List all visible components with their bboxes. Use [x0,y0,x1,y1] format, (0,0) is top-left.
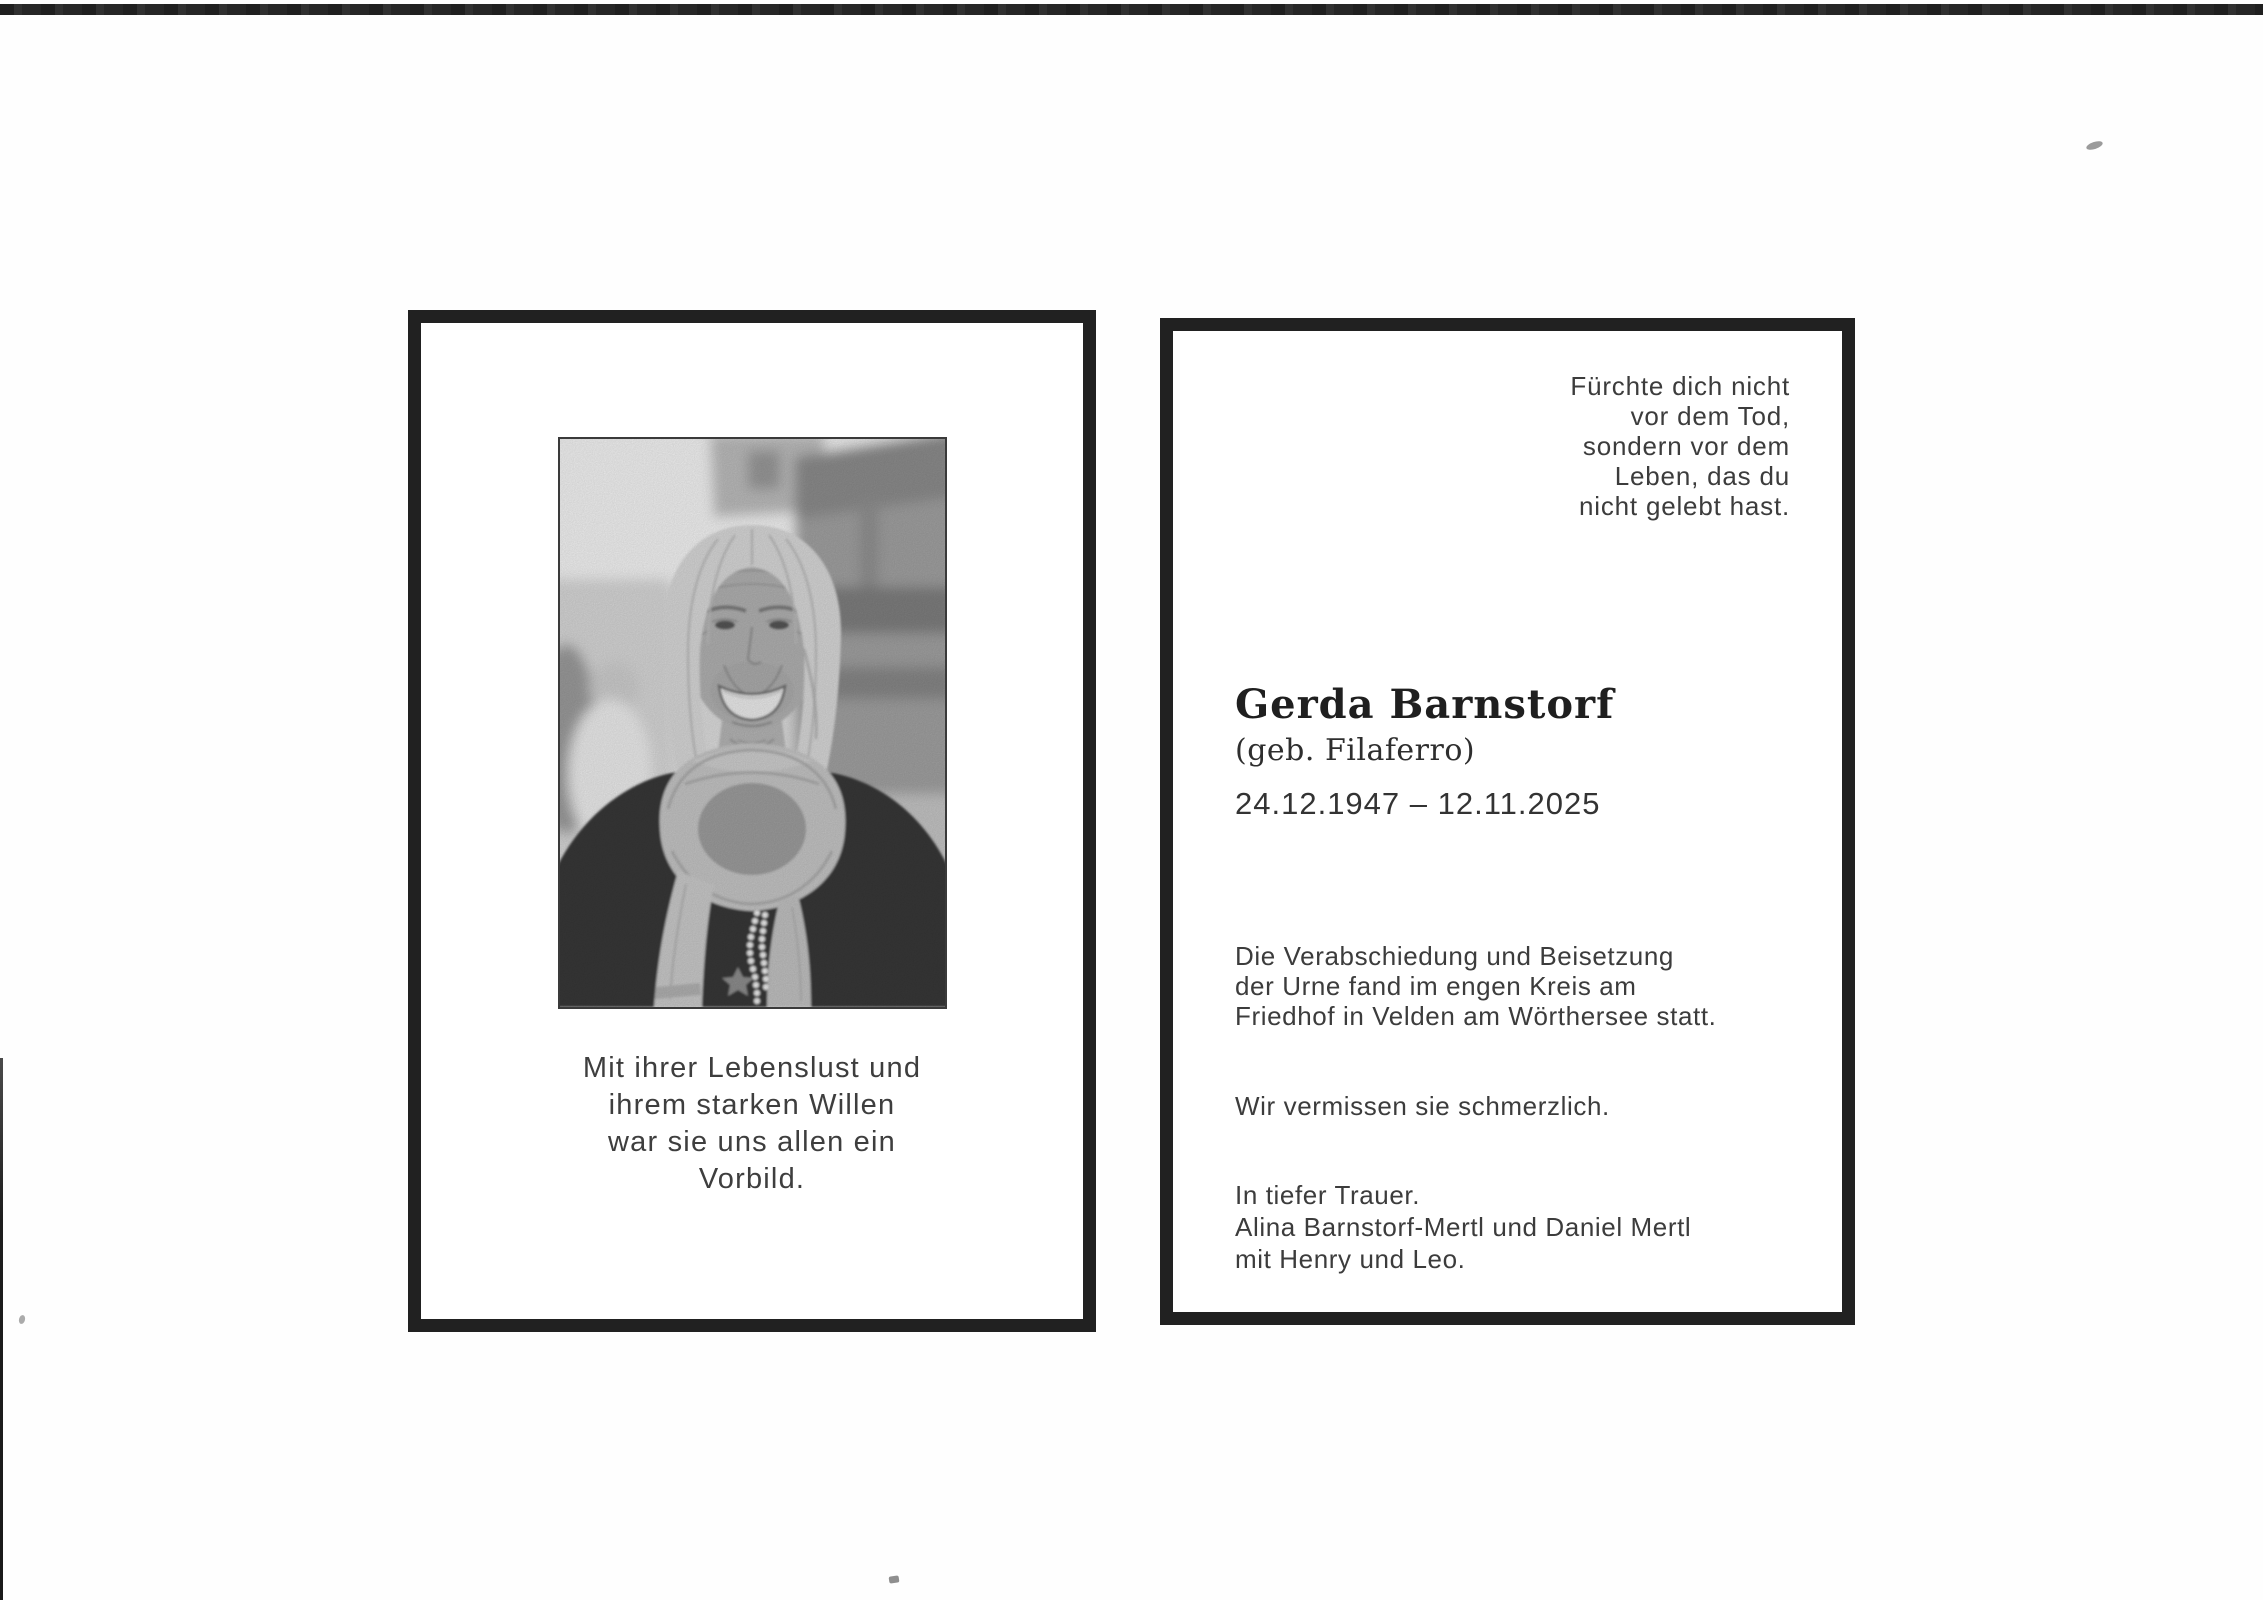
photo-caption [421,1050,1083,1198]
caption-line: Mit ihrer Lebenslust und [582,1052,922,1084]
quote-line: Fürchte dich nicht [1570,371,1790,401]
caption-line: war sie uns allen ein [608,1126,896,1158]
scan-left-edge-artifact [0,1058,3,1600]
memorial-quote [1570,371,1790,521]
mourning-line: mit Henry und Leo. [1235,1244,1466,1274]
quote-line: vor dem Tod, [1630,401,1790,431]
mourning-family [1235,1179,1691,1275]
scan-speck-bottom-center [889,1575,900,1583]
mourning-line: Alina Barnstorf-Mertl und Daniel Mertl [1235,1212,1692,1242]
announcement-line: Friedhof in Velden am Wörthersee statt. [1235,1001,1717,1031]
quote-line: sondern vor dem [1582,431,1790,461]
life-dates: 24.12.1947 – 12.11.2025 [1235,786,1601,821]
burial-announcement [1235,941,1717,1031]
maiden-name: (geb. Filaferro) [1235,733,1476,768]
missing-statement: Wir vermissen sie schmerzlich. [1235,1091,1610,1121]
announcement-line: Die Verabschiedung und Beisetzung [1235,941,1674,971]
portrait-photo-illustration [560,439,945,1007]
mourning-line: In tiefer Trauer. [1235,1180,1421,1210]
scan-speck-top-right [2085,140,2103,152]
portrait-photo [558,437,947,1009]
scan-top-edge-artifact [0,4,2263,15]
memorial-card-text-panel [1160,318,1855,1325]
quote-line: nicht gelebt hast. [1579,491,1790,521]
announcement-line: der Urne fand im engen Kreis am [1235,971,1637,1001]
scan-speck-bottom-left [18,1314,26,1324]
memorial-card-photo-panel [408,310,1096,1332]
caption-line: Vorbild. [698,1163,806,1195]
deceased-name: Gerda Barnstorf [1235,681,1615,728]
caption-line: ihrem starken Willen [608,1089,896,1121]
quote-line: Leben, das du [1614,461,1790,491]
